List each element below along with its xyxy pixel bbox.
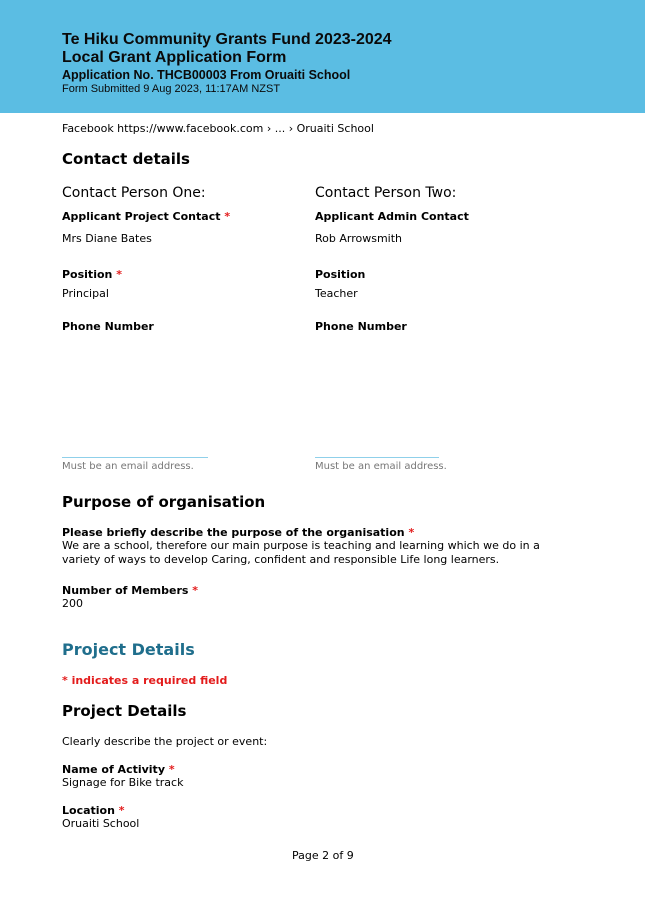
required-marker: * — [118, 804, 125, 817]
form-header — [0, 0, 645, 113]
required-marker: * — [168, 763, 175, 776]
purpose-answer: We are a school, therefore our main purpose is teaching and learning which we do in a variety of ways to develop Caring, confident and responsible Life long learners. — [62, 539, 540, 566]
contact-one-email-field — [62, 457, 208, 458]
contact-one-role-text: Applicant Project Contact — [62, 210, 221, 223]
required-marker: * — [224, 210, 231, 223]
contact-one-role-label — [62, 210, 230, 223]
project-details-heading: Project Details — [62, 702, 187, 720]
location-label — [62, 804, 125, 817]
contact-two-position: Teacher — [315, 287, 358, 300]
purpose-question-text: Please briefly describe the purpose of the organisation — [62, 526, 405, 539]
contact-one-position-text: Position — [62, 268, 113, 281]
contact-two-role-label: Applicant Admin Contact — [315, 210, 469, 223]
contact-one-name: Mrs Diane Bates — [62, 232, 152, 245]
location-value: Oruaiti School — [62, 817, 140, 830]
members-value: 200 — [62, 597, 83, 610]
contact-two-email-field — [315, 457, 439, 458]
contact-two-name: Rob Arrowsmith — [315, 232, 403, 245]
project-intro: Clearly describe the project or event: — [62, 735, 268, 748]
activity-label — [62, 763, 175, 776]
contact-details-heading: Contact details — [62, 150, 190, 168]
contact-one-position: Principal — [62, 287, 109, 300]
page-number: Page 2 of 9 — [292, 849, 354, 862]
contact-two-phone-label: Phone Number — [315, 320, 407, 333]
activity-label-text: Name of Activity — [62, 763, 165, 776]
location-label-text: Location — [62, 804, 115, 817]
members-label — [62, 584, 198, 597]
contact-one-heading: Contact Person One: — [62, 185, 206, 201]
form-subtitle: Local Grant Application Form — [62, 49, 287, 66]
submitted-date: Form Submitted 9 Aug 2023, 11:17AM NZST — [62, 83, 281, 95]
project-section-heading: Project Details — [62, 640, 195, 659]
required-field-note: * indicates a required field — [62, 674, 228, 687]
fund-title: Te Hiku Community Grants Fund 2023-2024 — [62, 31, 392, 48]
purpose-heading: Purpose of organisation — [62, 493, 266, 511]
contact-one-position-label — [62, 268, 122, 281]
members-label-text: Number of Members — [62, 584, 189, 597]
required-marker: * — [192, 584, 199, 597]
activity-value: Signage for Bike track — [62, 776, 184, 789]
required-marker: * — [116, 268, 122, 281]
contact-two-position-label: Position — [315, 268, 366, 281]
contact-two-email-hint: Must be an email address. — [315, 461, 447, 472]
facebook-line: Facebook https://www.facebook.com › ... › Oruaiti School — [62, 122, 374, 135]
contact-two-heading: Contact Person Two: — [315, 185, 457, 201]
application-number: Application No. THCB00003 From Oruaiti School — [62, 68, 351, 82]
purpose-question — [62, 526, 414, 539]
contact-one-email-hint: Must be an email address. — [62, 461, 194, 472]
required-marker: * — [408, 526, 415, 539]
contact-one-phone-label: Phone Number — [62, 320, 154, 333]
